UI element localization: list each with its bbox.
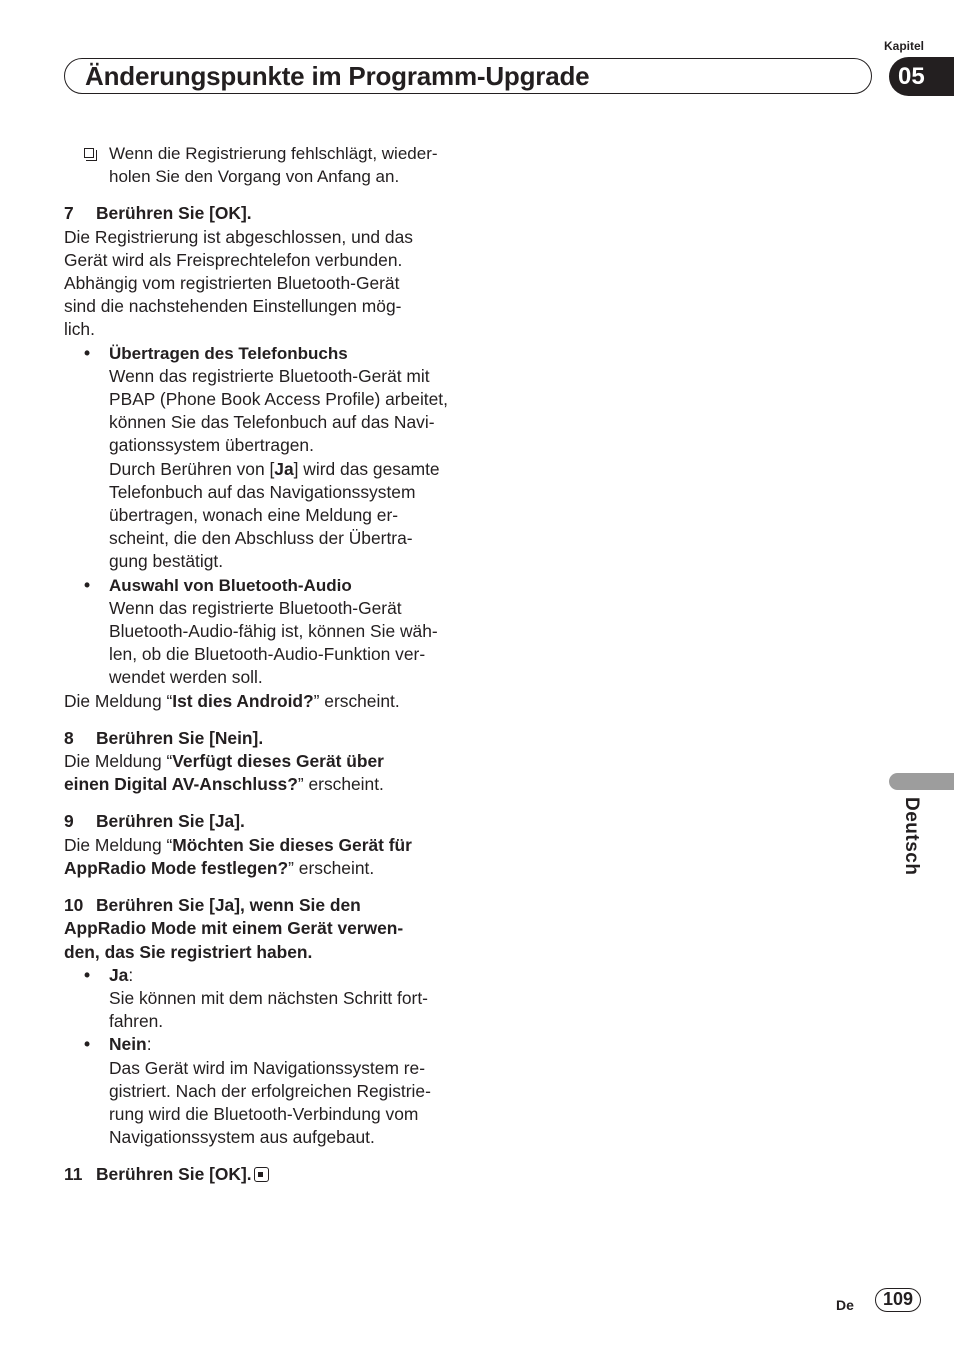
bullet-line — [109, 458, 459, 481]
step-label: Berühren Sie [Ja]. — [96, 811, 245, 832]
paragraph-line: sind die nachstehenden Einstellungen mög- — [64, 296, 402, 317]
bullet-dot-icon: • — [84, 342, 91, 363]
step-number: 8 — [64, 727, 74, 748]
bullet-line: Wenn das registrierte Bluetooth-Gerät — [109, 597, 402, 618]
bullet-title: Übertragen des Telefonbuchs — [109, 343, 348, 363]
step-label: Berühren Sie [OK]. — [96, 203, 252, 224]
note-line: Wenn die Registrierung fehlschlägt, wieder- — [109, 144, 438, 163]
note-line: holen Sie den Vorgang von Anfang an. — [109, 167, 400, 187]
text-segment-bold: Ist dies Android? — [172, 690, 314, 711]
step-number: 10 — [64, 895, 84, 916]
step-label: Berühren Sie [Nein]. — [96, 727, 264, 748]
bullet-line: PBAP (Phone Book Access Profile) arbeitet, — [109, 389, 448, 410]
message-line — [64, 773, 459, 796]
paragraph-line: Gerät wird als Freisprechtelefon verbunden. — [64, 249, 403, 270]
language-label: Deutsch — [901, 797, 922, 876]
text-segment-bold: Ja — [274, 458, 294, 479]
chapter-label: Kapitel — [884, 39, 925, 53]
bullet-title: Ja — [109, 964, 129, 985]
bullet-title: Nein — [109, 1034, 147, 1055]
bullet-dot-icon: • — [84, 574, 91, 595]
text-segment: ” erscheint. — [297, 774, 384, 795]
text-segment: Die Meldung “ — [64, 834, 173, 855]
bullet-line: Telefonbuch auf das Navigationssystem — [109, 481, 416, 502]
message-line — [64, 690, 459, 713]
step-11-heading — [64, 1163, 459, 1186]
bullet-line: wendet werden soll. — [109, 667, 263, 688]
step-8-heading — [64, 727, 459, 750]
chapter-number-tab: 05 — [889, 57, 954, 96]
paragraph-line: Abhängig vom registrierten Bluetooth-Gerät — [64, 273, 400, 294]
page-number: 109 — [875, 1288, 921, 1312]
bullet-line: gationssystem übertragen. — [109, 435, 314, 456]
step-label: den, das Sie registriert haben. — [64, 941, 313, 962]
bullet-line: fahren. — [109, 1011, 164, 1032]
footer-language: De — [836, 1297, 854, 1313]
text-segment: Durch Berühren von [ — [109, 458, 275, 479]
text-segment: Die Meldung “ — [64, 690, 173, 711]
step-label: AppRadio Mode mit einem Gerät verwen- — [64, 918, 404, 939]
chapter-title-box — [64, 58, 872, 94]
message-line — [64, 750, 459, 773]
step-7-heading — [64, 202, 459, 225]
step-number: 7 — [64, 203, 74, 224]
bullet-dot-icon: • — [84, 1034, 91, 1055]
bullet-line: Wenn das registrierte Bluetooth-Gerät mit — [109, 365, 430, 386]
bullet-line: gistriert. Nach der erfolgreichen Registrie- — [109, 1080, 431, 1101]
bullet-line: können Sie das Telefonbuch auf das Navi- — [109, 412, 435, 433]
end-of-section-icon — [254, 1167, 269, 1182]
text-segment: Die Meldung “ — [64, 751, 173, 772]
bullet-line: Sie können mit dem nächsten Schritt fort- — [109, 987, 428, 1008]
step-number: 9 — [64, 811, 74, 832]
note-icon — [84, 148, 94, 158]
bullet-line: scheint, die den Abschluss der Übertra- — [109, 528, 413, 549]
message-line — [64, 834, 459, 857]
paragraph-line: lich. — [64, 319, 95, 340]
step-number: 11 — [64, 1164, 83, 1185]
bullet-dot-icon: • — [84, 964, 91, 985]
text-segment-bold: Möchten Sie dieses Gerät für — [172, 834, 412, 855]
main-content — [64, 142, 459, 1187]
step-9-heading — [64, 810, 459, 833]
bullet-phonebook — [64, 342, 459, 574]
bullet-line: gung bestätigt. — [109, 551, 224, 572]
bullet-ja: • Ja: Sie können mit dem nächsten Schritt fort- fahren. — [64, 964, 459, 1034]
text-segment-bold: Verfügt dieses Gerät über — [172, 751, 384, 772]
text-segment-bold: AppRadio Mode festlegen? — [64, 857, 289, 878]
text-segment: ” erscheint. — [288, 857, 375, 878]
language-tab — [889, 773, 954, 790]
page-title: Änderungspunkte im Programm-Upgrade — [85, 61, 590, 91]
text-segment: ] wird das gesamte — [293, 458, 440, 479]
bullet-nein: • Nein: Das Gerät wird im Navigationssystem re- gistriert. Nach der erfolgreichen Registrie- rung wird die Bluetooth-Verbindung vom Navigationssystem aus aufgebaut. — [64, 1033, 459, 1149]
bullet-line: len, ob die Bluetooth-Audio-Funktion ver- — [109, 644, 426, 665]
bullet-line: Navigationssystem aus aufgebaut. — [109, 1127, 375, 1148]
bullet-bluetooth-audio — [64, 574, 459, 690]
text-segment: ” erscheint. — [313, 690, 400, 711]
bullet-line: Das Gerät wird im Navigationssystem re- — [109, 1057, 426, 1078]
bullet-line: rung wird die Bluetooth-Verbindung vom — [109, 1103, 419, 1124]
bullet-line: übertragen, wonach eine Meldung er- — [109, 505, 399, 526]
bullet-title: Auswahl von Bluetooth-Audio — [109, 575, 352, 595]
text-segment-bold: einen Digital AV-Anschluss? — [64, 774, 298, 795]
step-label: Berühren Sie [OK]. — [96, 1164, 252, 1185]
paragraph-line: Die Registrierung ist abgeschlossen, und das — [64, 226, 413, 247]
step-label: Berühren Sie [Ja], wenn Sie den — [96, 895, 361, 916]
message-line — [64, 857, 459, 880]
note — [64, 142, 459, 188]
bullet-line: Bluetooth-Audio-fähig ist, können Sie wäh- — [109, 621, 438, 642]
step-10-heading — [64, 894, 459, 964]
